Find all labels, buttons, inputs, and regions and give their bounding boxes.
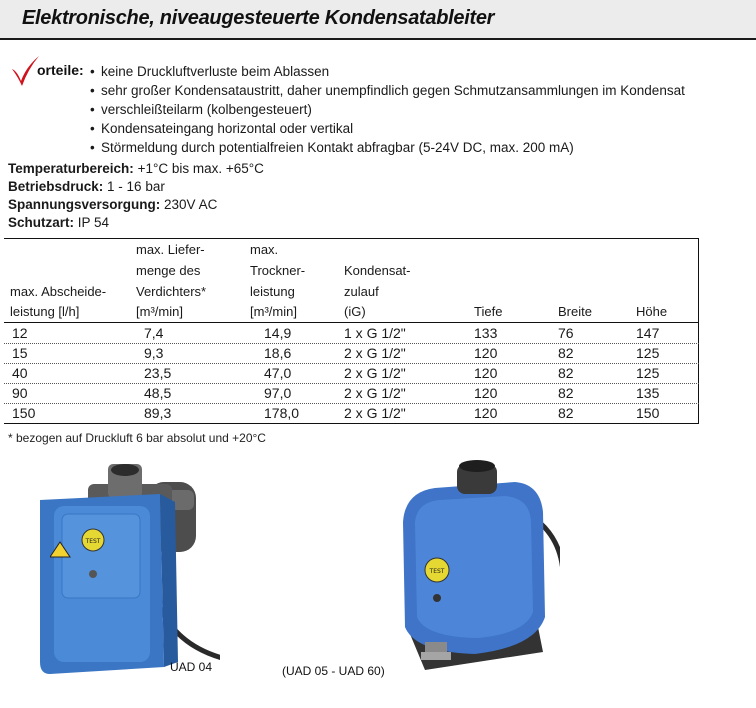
column-header: [m³/min] [250, 304, 297, 319]
spec-temperature [8, 160, 264, 178]
table-cell: 125 [636, 345, 660, 361]
column-header: max. Abscheide- [10, 284, 107, 299]
table-cell: 120 [474, 405, 498, 421]
spec-value: 230V AC [164, 197, 218, 212]
column-header: Höhe [636, 304, 668, 319]
table-rule-top [4, 238, 699, 239]
table-cell: 14,9 [264, 325, 292, 341]
table-cell: 48,5 [144, 385, 172, 401]
column-header: menge des [136, 263, 201, 278]
page-title: Elektronische, niveaugesteuerte Kondensatableiter [22, 7, 495, 29]
column-header: Trockner- [250, 263, 306, 278]
table-cell: 133 [474, 325, 498, 341]
table-cell: 150 [12, 405, 36, 421]
table-cell: 120 [474, 385, 498, 401]
column-header: max. [250, 242, 279, 257]
spec-protection [8, 214, 264, 232]
table-cell: 82 [558, 345, 574, 361]
table-cell: 82 [558, 365, 574, 381]
table-cell: 120 [474, 345, 498, 361]
spec-list [8, 160, 264, 232]
checkmark-icon [10, 55, 40, 87]
spec-value: 1 - 16 bar [107, 179, 165, 194]
column-header: Kondensat- [344, 263, 411, 278]
table-cell: 23,5 [144, 365, 172, 381]
table-cell: 147 [636, 325, 660, 341]
table-rule-right [698, 238, 699, 424]
spec-key: Schutzart: [8, 215, 75, 230]
product-label-uad05-60: (UAD 05 - UAD 60) [282, 664, 385, 678]
test-button-label: TEST [85, 538, 101, 545]
table-cell: 135 [636, 385, 660, 401]
column-header: Verdichters* [136, 284, 207, 299]
spec-value: +1°C bis max. +65°C [137, 161, 264, 176]
title-bar [0, 0, 756, 40]
spec-value: IP 54 [77, 215, 110, 230]
table-header-rule [4, 322, 699, 323]
spec-key: Temperaturbereich: [8, 161, 134, 176]
table-cell: 18,6 [264, 345, 292, 361]
table-cell: 120 [474, 365, 498, 381]
table-cell: 97,0 [264, 385, 292, 401]
table-cell: 47,0 [264, 365, 292, 381]
advantages-label: orteile: [37, 62, 84, 78]
spec-key: Spannungsversorgung: [8, 197, 161, 212]
advantage-item: • Störmeldung durch potentialfreien Kontakt abfragbar (5-24V DC, max. 200 mA) [90, 138, 685, 157]
table-rule-bottom [4, 423, 699, 424]
table-cell: 12 [12, 325, 28, 341]
column-header: (iG) [344, 304, 366, 319]
spec-key: Betriebsdruck: [8, 179, 104, 194]
product-label-uad04: UAD 04 [170, 660, 213, 674]
table-cell: 2 x G 1/2" [344, 345, 406, 361]
column-header: leistung [l/h] [10, 304, 80, 319]
test-button-label: TEST [429, 568, 445, 575]
table-cell: 90 [12, 385, 28, 401]
table-cell: 1 x G 1/2" [344, 325, 406, 341]
table-cell: 89,3 [144, 405, 172, 421]
footnote: * bezogen auf Druckluft 6 bar absolut und +20°C [8, 431, 266, 445]
column-header: max. Liefer- [136, 242, 205, 257]
spec-power [8, 196, 264, 214]
table-cell: 76 [558, 325, 574, 341]
column-header: [m³/min] [136, 304, 183, 319]
table-cell: 2 x G 1/2" [344, 385, 406, 401]
table-cell: 40 [12, 365, 28, 381]
table-cell: 82 [558, 405, 574, 421]
table-cell: 9,3 [144, 345, 164, 361]
table-cell: 178,0 [264, 405, 300, 421]
advantage-item: • sehr großer Kondensataustritt, daher unempfindlich gegen Schmutzansammlungen im Kondensat [90, 81, 685, 100]
advantage-item: • verschleißteilarm (kolbengesteuert) [90, 100, 685, 119]
table-cell: 15 [12, 345, 28, 361]
data-table [4, 238, 699, 424]
table-cell: 2 x G 1/2" [344, 365, 406, 381]
table-cell: 7,4 [144, 325, 164, 341]
column-header: Breite [558, 304, 592, 319]
column-header: leistung [250, 284, 295, 299]
product-image-uad05-60 [385, 452, 560, 687]
advantage-item: • Kondensateingang horizontal oder vertikal [90, 119, 685, 138]
table-cell: 82 [558, 385, 574, 401]
column-header: Tiefe [474, 304, 503, 319]
advantages-list [90, 62, 685, 157]
table-cell: 150 [636, 405, 660, 421]
column-header: zulauf [344, 284, 379, 299]
product-image-uad04 [30, 462, 220, 687]
advantage-item: • keine Druckluftverluste beim Ablassen [90, 62, 685, 81]
table-cell: 125 [636, 365, 660, 381]
spec-pressure [8, 178, 264, 196]
table-cell: 2 x G 1/2" [344, 405, 406, 421]
